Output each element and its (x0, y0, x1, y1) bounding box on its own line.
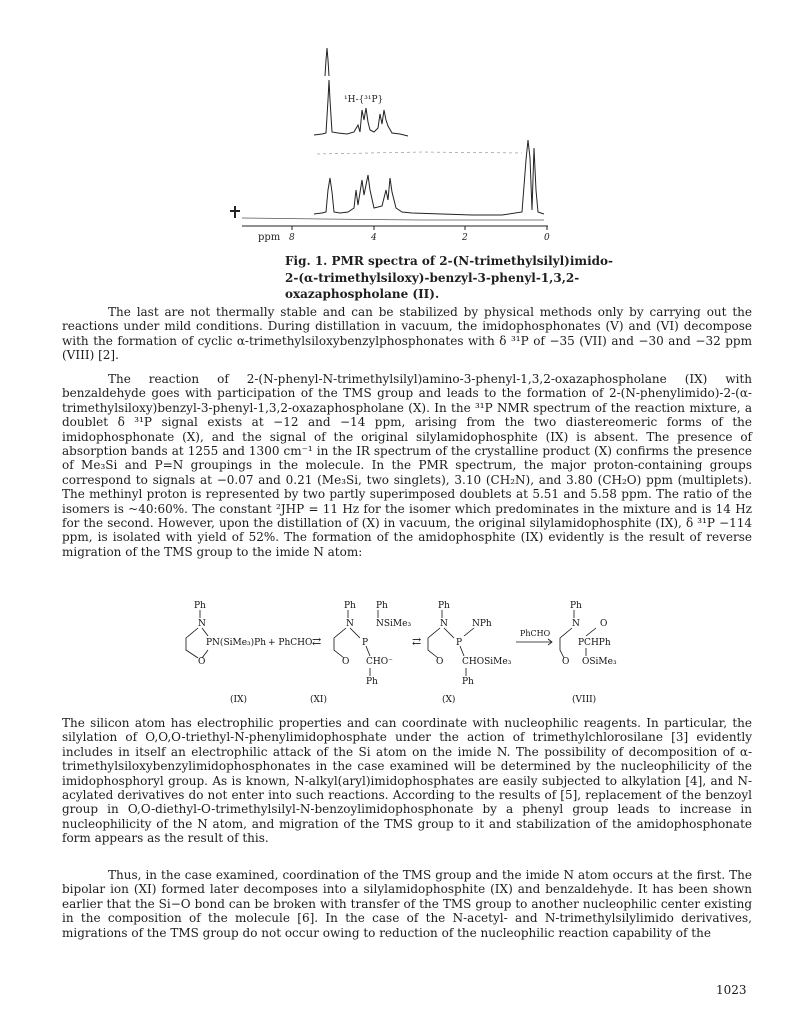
x-chosime3: CHOSiMe₃ (462, 657, 512, 667)
reaction-scheme (180, 598, 620, 708)
page-number: 1023 (716, 983, 747, 997)
figure-caption (285, 253, 625, 303)
ix-o: O (198, 657, 206, 667)
axis-ticks (292, 226, 547, 230)
lower-spectrum-trace (314, 140, 544, 215)
paragraph-2: The reaction of 2-(N-phenyl-N-trimethylsilyl)amino-3-phenyl-1,3,2-oxazaphospholane (IX) with benzaldehyde goes with participation of the TMS group and leads to the formation of 2-(N-phenylimido)-2-(α-trimethylsiloxy)benzyl-3-phenyl-1,3,2-oxazaphospholane (X). In the ³¹P NMR spectrum of the reaction mixture, a doublet δ ³¹P signal exists at −12 and −14 ppm, arising from the two diastereomeric forms of the imidophosphonate (X), and the signal of the original silylamidophosphite (IX) is absent. The presence of absorption bands at 1255 and 1300 cm⁻¹ in the IR spectrum of the crystalline product (X) confirms the presence of Me₃Si and P=N groupings in the molecule. In the PMR spectrum, the major proton-containing groups correspond to signals at −0.07 and 0.21 (Me₃Si, two singlets), 3.10 (CH₂N), and 3.80 (CH₂O) ppm (multiplets). The methinyl proton is represented by two partly superimposed doublets at 5.51 and 5.58 ppm. The ratio of the isomers is ~40:60%. The constant ²JHP = 11 Hz for the isomer which predominates in the mixture and is 14 Hz for the second. However, upon the distillation of (X) in vacuum, the original silylamidophosphite (IX), δ ³¹P −114 ppm, is isolated with yield of 52%. The formation of the amidophosphite (IX) evidently is the result of reverse migration of the TMS group to the imide N atom: (62, 372, 752, 559)
compound-viii (560, 601, 617, 667)
x-n: N (440, 619, 448, 629)
ix-n: N (198, 619, 206, 629)
tick-label-0: 0 (544, 233, 550, 243)
tick-label-8: 8 (289, 233, 295, 243)
label-viii: (VIII) (572, 695, 597, 705)
ix-ph: Ph (194, 601, 206, 611)
xi-ph-2: Ph (376, 601, 388, 611)
x-ph-1: Ph (438, 601, 450, 611)
viii-pchph: PCHPh (578, 638, 611, 648)
x-p: P (456, 638, 463, 648)
xi-o: O (342, 657, 350, 667)
phcho-arrow-label: PhCHO (520, 629, 551, 638)
viii-n: N (572, 619, 580, 629)
upper-spectrum-peak (325, 48, 329, 76)
pmr-spectrum-figure (222, 40, 562, 255)
x-o: O (436, 657, 444, 667)
dashed-trace (317, 152, 522, 154)
xi-ph-1: Ph (344, 601, 356, 611)
viii-ph: Ph (570, 601, 582, 611)
reaction-arrow-icon (516, 639, 552, 645)
caption-label: Fig. 1. (285, 254, 328, 268)
paragraph-1: The last are not thermally stable and can be stabilized by physical methods only by carrying out the reactions under mild conditions. During distillation in vacuum, the imidophosphonates (V) and (VI) decompose with the formation of cyclic α-trimethylsiloxybenzylphosphonates with δ ³¹P of −35 (VII) and −30 and −32 ppm (VIII) [2]. (62, 305, 752, 363)
ix-pn-group: PN(SiMe₃)Ph (206, 638, 266, 648)
xi-cho: CHO⁻ (366, 657, 393, 667)
x-nph: NPh (472, 619, 492, 629)
xi-ph-3: Ph (366, 677, 378, 687)
reference-marker-icon (230, 206, 240, 218)
decoupling-label: ¹H-{³¹P} (344, 95, 384, 105)
compound-ix (186, 601, 312, 667)
label-xi: (XI) (310, 695, 327, 705)
compound-x (428, 601, 512, 687)
upper-spectrum-trace (314, 80, 408, 136)
xi-p: P (362, 638, 369, 648)
axis-unit-label: ppm (258, 232, 281, 243)
paragraph-4: Thus, in the case examined, coordination of the TMS group and the imide N atom occurs at the first. The bipolar ion (XI) formed later decomposes into a silylamidophosphite (IX) and benzaldehyde. It has been shown earlier that the Si−O bond can be broken with transfer of the TMS group to another nucleophilic center existing in the composition of the molecule [6]. In the case of the N-acetyl- and N-trimethylsilylimido derivatives, migrations of the TMS group do not occur owing to reduction of the nucleophilic reaction capability of the (62, 868, 752, 940)
label-x: (X) (442, 695, 456, 705)
tick-label-2: 2 (462, 233, 468, 243)
viii-o-top: O (600, 619, 608, 629)
label-ix: (IX) (230, 695, 247, 705)
equilibrium-arrow-1: ⇄ (312, 635, 322, 648)
paragraph-3: The silicon atom has electrophilic properties and can coordinate with nucleophilic reagents. In particular, the silylation of O,O,O-triethyl-N-phenylimidophosphate under the action of trimethylchlorosilane [3] evidently includes in itself an electrophilic attack of the Si atom on the imide N. The possibility of decomposition of α-trimethylsiloxybenzylimidophosphonates in the case examined will be determined by the nucleophilicity of the imidophosphoryl group. As is known, N-alkyl(aryl)imidophosphates are easily subjected to alkylation [4], and N-acylated derivatives do not enter into such reactions. According to the results of [5], replacement of the benzoyl group in O,O-diethyl-O-trimethylsilyl-N-benzoylimidophosphonate by a phenyl group leads to increase in nucleophilicity of the N atom, and migration of the TMS group to it and stabilization of the amidophosphonate form appears as the result of this. (62, 716, 752, 846)
xi-nsime3: NSiMe₃ (376, 619, 412, 629)
compound-xi (334, 601, 411, 687)
baseline-trace (242, 218, 544, 220)
xi-n: N (346, 619, 354, 629)
tick-label-4: 4 (371, 233, 377, 243)
equilibrium-arrow-2: ⇄ (412, 635, 422, 648)
viii-osime3: OSiMe₃ (582, 657, 617, 667)
caption-text: PMR spectra of 2-(N-trimethylsilyl)imido-2-(α-trimethylsiloxy)-benzyl-3-phenyl-1,3,2-oxazaphospholane (II). (285, 254, 614, 301)
x-ph-2: Ph (462, 677, 474, 687)
ix-plus-phcho: + PhCHO (268, 638, 313, 648)
viii-o: O (562, 657, 570, 667)
